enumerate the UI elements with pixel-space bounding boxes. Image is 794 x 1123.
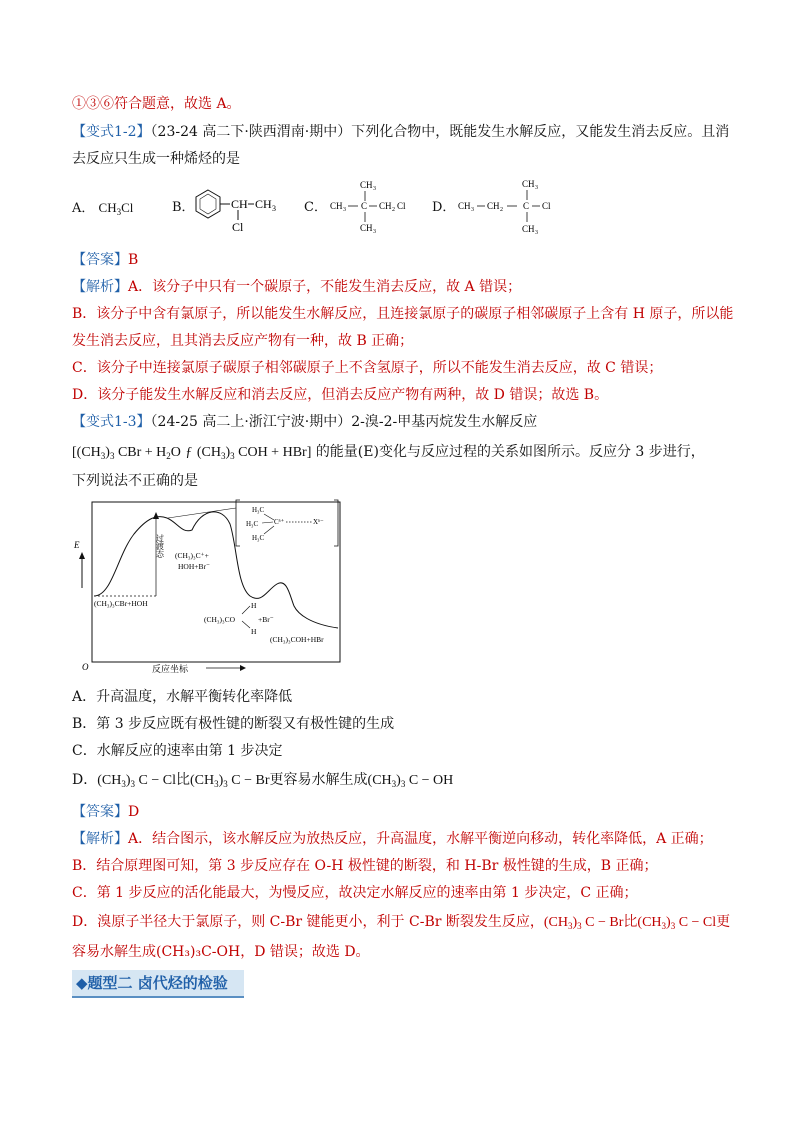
question-1-2-line-2 [72, 150, 240, 168]
option-1-3-d: D．$(CH_3)_3$ C − Cl比$(CH_3)_3$ C − Br更容易水解生成$(CH_3)_3$ C − OH [72, 772, 454, 789]
svg-text:3: 3 [272, 204, 276, 213]
option-label: B． [172, 200, 195, 215]
svg-text:CH: CH [379, 201, 392, 211]
end-label: (CH₃)₃COH+HBr [270, 635, 324, 644]
intermediate-2-br: +Br⁻ [258, 615, 274, 624]
svg-text:CH: CH [231, 197, 248, 211]
answer-tail-text: 符合题意，故选 A。 [114, 96, 241, 112]
ts-halogen: Xᵟ⁻ [313, 518, 324, 526]
svg-text:3: 3 [343, 207, 346, 213]
option-1-3-a: A．升高温度，水解平衡转化率降低 [72, 689, 293, 705]
analysis-text: 比 [623, 914, 638, 930]
svg-text:2: 2 [392, 207, 395, 213]
question-text: 2-溴-2-甲基丙烷发生水解反应 [351, 414, 538, 430]
answer-value: D [128, 804, 140, 820]
question-1-3-line-2: [$(CH_3)_3$ CBr + $H_2O$ ƒ $(CH_3)_3$ COH + HBr] 的能量(E)变化与反应过程的关系如图所示。反应分 3 步进行， [72, 444, 705, 461]
analysis-text: A．结合图示，该水解反应为放热反应，升高温度，水解平衡逆向移动，转化率降低，A 正确； [128, 831, 713, 847]
ts-methyl-1: H₃C [252, 506, 265, 514]
option-b-structure [190, 180, 280, 236]
diamond-icon: ◆ [76, 974, 88, 992]
analysis-text: A．该分子中只有一个碳原子，不能发生消去反应，故 A 错误； [128, 279, 522, 295]
question-text: 下列说法不正确的是 [72, 473, 198, 489]
question-source: （24-25 高二上·浙江宁波·期中） [150, 414, 352, 430]
intermediate-1b-label: HOH+Br⁻ [178, 562, 210, 571]
option-label: D． [432, 200, 456, 215]
svg-text:CH: CH [255, 197, 272, 211]
svg-text:C: C [523, 201, 530, 211]
y-axis-label: E [74, 540, 80, 550]
question-text: 去反应只生成一种烯烃的是 [72, 151, 240, 167]
svg-text:C: C [361, 201, 368, 211]
intermediate-1-label: (CH₃)₃C⁺+ [175, 551, 209, 560]
ts-carbon: Cᵟ⁺ [274, 518, 285, 526]
question-tag: 【变式1-2】 [72, 124, 151, 140]
svg-text:Cl: Cl [232, 220, 244, 234]
answer-tag: 【答案】 [72, 252, 128, 268]
analysis-1-3-line-2: B．结合原理图可知，第 3 步反应存在 O-H 极性键的断裂，和 H-Br 极性键的生成，B 正确； [72, 858, 658, 874]
analysis-1-2-line-1 [72, 278, 521, 296]
option-d-structure [456, 176, 556, 238]
question-text: 下列化合物中，既能发生水解反应，又能发生消去反应。且消 [351, 124, 730, 140]
answer-tail-line [72, 95, 241, 113]
svg-text:CH: CH [487, 201, 500, 211]
ts-methyl-3: H₃C [252, 534, 265, 542]
svg-text:3: 3 [373, 229, 376, 235]
svg-text:CH: CH [458, 201, 471, 211]
intermediate-2-h-top: H [251, 601, 257, 610]
analysis-1-2-line-4: C．该分子中连接氯原子碳原子相邻碳原子上不含氢原子，所以不能发生消去反应，故 C 错误； [72, 360, 663, 376]
x-axis-label: 反应坐标 [152, 664, 189, 674]
option-label: C． [304, 200, 327, 215]
svg-text:CH: CH [522, 179, 535, 189]
svg-text:CH: CH [330, 201, 343, 211]
question-text: 的能量(E)变化与反应过程的关系如图所示。反应分 3 步进行， [315, 444, 705, 460]
question-1-3-line-3 [72, 472, 198, 490]
energy-diagram [72, 496, 344, 678]
circled-numbers: ①③⑥ [72, 96, 114, 112]
svg-text:CH: CH [522, 224, 535, 234]
question-1-2-line-1 [72, 123, 729, 141]
analysis-1-2-line-2: B．该分子中含有氯原子，所以能发生水解反应，且连接氯原子的碳原子相邻碳原子上含有 H 原子，所以能 [72, 306, 734, 322]
answer-1-3 [72, 803, 139, 821]
option-1-3-c: C．水解反应的速率由第 1 步决定 [72, 743, 283, 759]
option-c-structure [328, 178, 418, 238]
answer-1-2 [72, 251, 138, 269]
intermediate-2-h-bottom: H [251, 627, 257, 636]
equilibrium-arrow: ƒ [185, 445, 193, 460]
svg-text:3: 3 [471, 207, 474, 213]
section-heading [72, 970, 244, 998]
svg-text:CH: CH [360, 180, 373, 190]
energy-curve [94, 512, 338, 628]
analysis-tag: 【解析】 [72, 831, 128, 847]
option-text: 比 [176, 772, 190, 788]
analysis-1-2-line-3: 发生消去反应，且其消去反应产物有一种，故 B 正确； [72, 333, 414, 349]
option-text: 更容易水解生成 [269, 772, 368, 788]
question-tag: 【变式1-3】 [72, 414, 151, 430]
svg-text:2: 2 [500, 207, 503, 213]
option-label: A． [72, 201, 95, 216]
option-1-3-b: B．第 3 步反应既有极性键的断裂又有极性键的生成 [72, 716, 395, 732]
analysis-1-3-line-4: D．溴原子半径大于氯原子，则 C-Br 键能更小，利于 C-Br 断裂发生反应，$(CH_3)_3$ C − Br比$(CH_3)_3$ C − Cl更 [72, 914, 731, 931]
section-title: 题型二 卤代烃的检验 [87, 974, 228, 992]
start-label: (CH₃)₃CBr+HOH [94, 599, 148, 608]
transition-state-box [236, 500, 338, 546]
svg-text:Cl: Cl [542, 201, 551, 211]
svg-text:CH: CH [360, 223, 373, 233]
analysis-text: 更 [716, 914, 731, 930]
analysis-text: D．溴原子半径大于氯原子，则 C-Br 键能更小，利于 C-Br 断裂发生反应， [72, 914, 544, 930]
analysis-1-2-line-5: D．该分子能发生水解反应和消去反应，但消去反应产物有两种，故 D 错误；故选 B。 [72, 387, 609, 403]
option-c-label [304, 200, 327, 216]
analysis-1-3-line-3: C．第 1 步反应的活化能最大，为慢反应，故决定水解反应的速率由第 1 步决定，C 正确； [72, 885, 638, 901]
svg-text:Cl: Cl [397, 201, 406, 211]
intermediate-2-label: (CH₃)₃CO [204, 615, 236, 624]
question-1-3-line-1 [72, 413, 537, 431]
analysis-tag: 【解析】 [72, 279, 128, 295]
analysis-1-3-line-5: 容易水解生成(CH₃)₃C-OH，D 错误；故选 D。 [72, 944, 370, 960]
answer-tag: 【答案】 [72, 804, 128, 820]
origin-label: O [82, 662, 89, 672]
answer-value: B [128, 252, 139, 268]
transition-label: 过渡态 [155, 534, 165, 558]
svg-text:3: 3 [373, 186, 376, 192]
option-a: A． $CH_3Cl$ [72, 200, 134, 217]
option-label: D． [72, 772, 98, 788]
analysis-1-3-line-1 [72, 830, 713, 848]
svg-text:3: 3 [535, 230, 538, 236]
question-source: （23-24 高二下·陕西渭南·期中） [150, 124, 352, 140]
option-d-label [432, 200, 455, 216]
ts-methyl-2: H₃C [246, 520, 259, 528]
svg-text:3: 3 [535, 185, 538, 191]
